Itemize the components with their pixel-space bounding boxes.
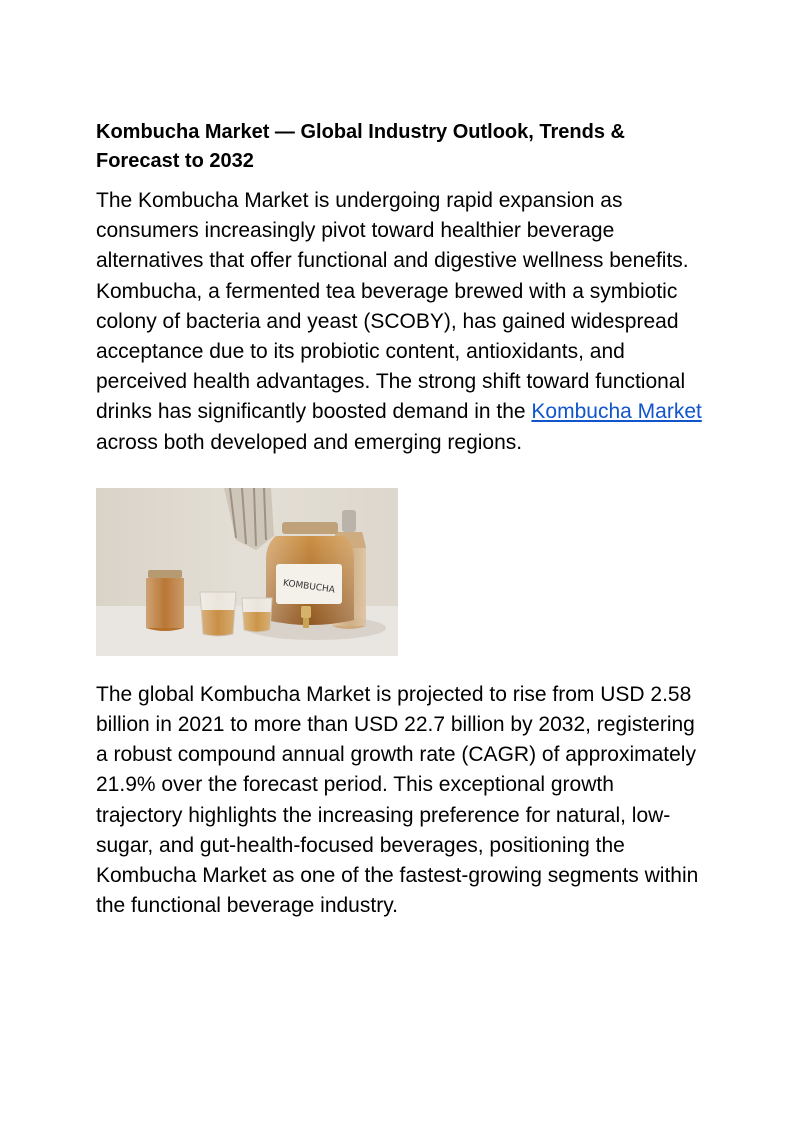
market-forecast-paragraph: The global Kombucha Market is projected to rise from USD 2.58 billion in 2021 to more than USD 22.7 billion by 2032, registering a robust compound annual growth rate (CAGR) of approximately 21.9% over the forecast period. This exceptional growth trajectory highlights the increasing preference for natural, low-sugar, and gut-health-focused beverages, positioning the Kombucha Market as one of the fastest-growing segments within the functional beverage industry. xyxy=(96,682,699,918)
jar-label: KOMBUCHA xyxy=(282,578,336,596)
intro-paragraph xyxy=(96,186,706,458)
kombucha-market-link[interactable]: Kombucha Market xyxy=(531,400,702,424)
intro-text-after-link: across both developed and emerging regions. xyxy=(96,430,523,454)
document-title: Kombucha Market — Global Industry Outlook, Trends & Forecast to 2032 xyxy=(96,121,625,172)
intro-text-before-link: The Kombucha Market is undergoing rapid expansion as consumers increasingly pivot toward healthier beverage alternatives that offer functional and digestive wellness benefits. Kombucha, a fermented tea beverage brewed with a symbiotic colony of bacteria and yeast (SCOBY), has gained widespread acceptance due to its probiotic content, antioxidants, and perceived health advantages. The strong shift toward functional drinks has significantly boosted demand in the xyxy=(96,189,689,424)
kombucha-product-photo xyxy=(96,488,398,656)
document-page xyxy=(96,118,706,921)
